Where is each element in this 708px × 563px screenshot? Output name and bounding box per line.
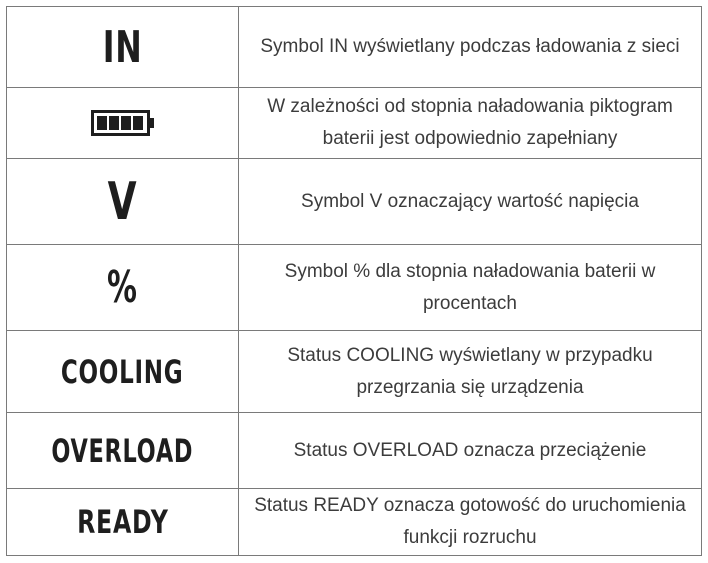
table-row	[7, 7, 702, 88]
description-cell: Symbol IN wyświetlany podczas ładowania z sieci	[239, 7, 702, 87]
symbol-cell	[7, 7, 239, 87]
description-cell: Status OVERLOAD oznacza przeciążenie	[239, 413, 702, 488]
symbol-cell	[7, 159, 239, 244]
table-row	[7, 245, 702, 331]
lcd-symbol-in: IN	[102, 21, 143, 73]
symbols-table	[6, 6, 702, 556]
lcd-status-ready: READY	[76, 503, 169, 541]
table-row	[7, 489, 702, 556]
symbol-cell	[7, 413, 239, 488]
description-cell: W zależności od stopnia naładowania piktogram baterii jest odpowiednio zapełniany	[239, 88, 702, 158]
lcd-status-overload: OVERLOAD	[51, 431, 194, 470]
lcd-symbol-percent: %	[107, 262, 138, 313]
table-row	[7, 331, 702, 413]
lcd-status-cooling: COOLING	[61, 352, 184, 391]
description-cell: Status COOLING wyświetlany w przypadku przegrzania się urządzenia	[239, 331, 702, 412]
symbol-cell	[7, 88, 239, 158]
lcd-symbol-v: V	[108, 171, 137, 232]
description-cell: Status READY oznacza gotowość do uruchomienia funkcji rozruchu	[239, 489, 702, 555]
description-cell: Symbol % dla stopnia naładowania baterii w procentach	[239, 245, 702, 330]
description-cell: Symbol V oznaczający wartość napięcia	[239, 159, 702, 244]
table-row	[7, 88, 702, 159]
symbol-cell	[7, 489, 239, 555]
symbol-cell	[7, 331, 239, 412]
battery-full-icon	[91, 110, 155, 136]
table-row	[7, 413, 702, 489]
symbol-cell	[7, 245, 239, 330]
table-row	[7, 159, 702, 245]
